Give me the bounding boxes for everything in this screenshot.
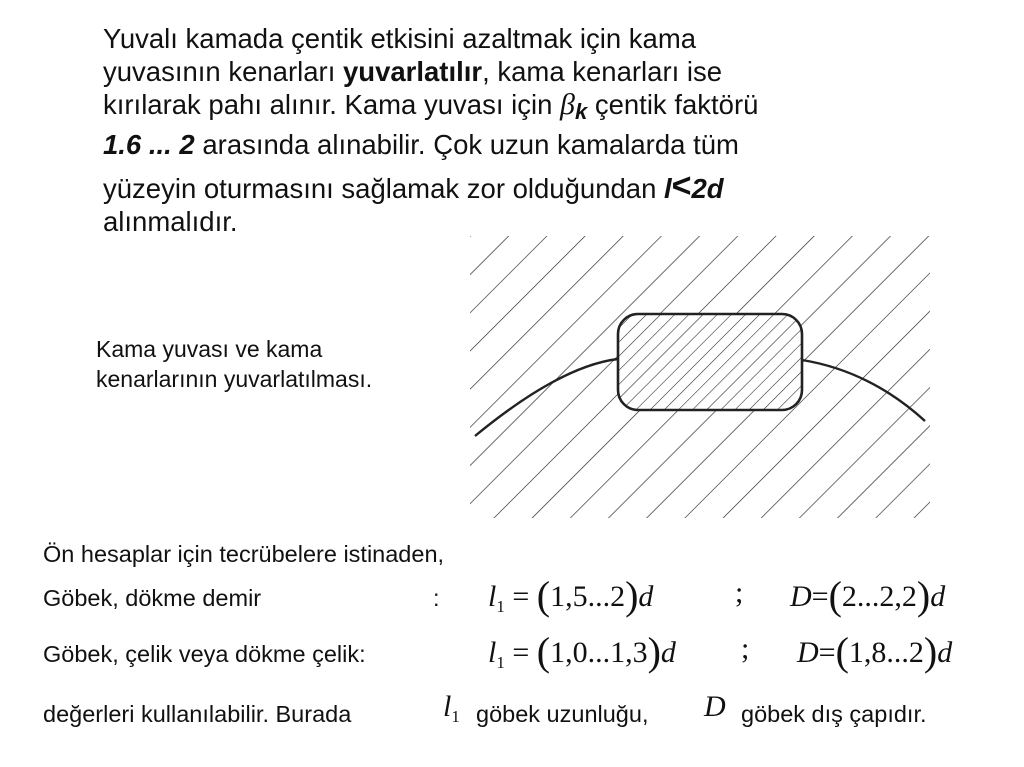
l-subscript: 1 xyxy=(496,597,505,616)
caption-line-1: Kama yuvası ve kama xyxy=(96,336,323,362)
text-segment: çentik faktörü xyxy=(587,89,759,120)
row1-colon: : xyxy=(433,585,440,611)
beta-subscript: k xyxy=(574,99,588,124)
paragraph-line-5 xyxy=(103,167,933,205)
paren-close: ) xyxy=(647,629,661,674)
row1-l1-formula xyxy=(488,572,653,619)
text-segment: yüzeyin oturmasını sağlamak zor olduğundan xyxy=(103,173,665,204)
paren-open: ( xyxy=(835,629,849,674)
emphasis-yuvarlatilir: yuvarlatılır xyxy=(342,56,483,87)
key-hatching xyxy=(618,314,802,410)
beta-symbol xyxy=(560,88,588,124)
conclusion-text-2: göbek uzunluğu, xyxy=(476,701,649,727)
paren-open: ( xyxy=(828,573,842,618)
two-d-value: 2d xyxy=(691,173,724,204)
row1-semicolon: ; xyxy=(735,576,744,609)
paren-close: ) xyxy=(923,629,938,674)
length-symbol: l xyxy=(664,173,672,204)
range-value: 1.6 ... 2 xyxy=(103,129,195,160)
D-variable: D xyxy=(797,636,819,669)
equals-sign: = xyxy=(512,580,530,613)
l1-range: 1,5...2 xyxy=(550,580,626,613)
paragraph-line-6: alınmalıdır. xyxy=(103,206,238,237)
paragraph-line-4 xyxy=(103,128,933,161)
main-paragraph xyxy=(103,22,933,238)
l-subscript: 1 xyxy=(451,707,460,726)
row1-D-formula xyxy=(790,572,945,619)
d-variable: d xyxy=(660,636,676,669)
conclusion-text-1: değerleri kullanılabilir. Burada xyxy=(43,701,352,727)
l-variable: l xyxy=(443,690,452,723)
paragraph-line-2 xyxy=(103,55,933,88)
text-segment: arasında alınabilir. Çok uzun kamalarda tüm xyxy=(194,129,739,160)
text-segment: kırılarak pahı alınır. Kama yuvası için xyxy=(103,89,560,120)
caption-line-2: kenarlarının yuvarlatılması. xyxy=(96,366,373,392)
paren-open: ( xyxy=(536,629,551,674)
paren-close: ) xyxy=(625,573,639,618)
conclusion-l1-symbol xyxy=(443,690,460,727)
conclusion-text-3: göbek dış çapıdır. xyxy=(741,701,927,727)
beta-letter: β xyxy=(560,88,575,121)
paragraph-line-1: Yuvalı kamada çentik etkisini azaltmak için kama xyxy=(103,23,697,54)
l-subscript: 1 xyxy=(496,653,505,672)
D-variable: D xyxy=(704,690,726,723)
paren-close: ) xyxy=(916,573,931,618)
D-range: 1,8...2 xyxy=(848,636,924,669)
conclusion-D-symbol xyxy=(704,690,726,724)
row1-label: Göbek, dökme demir xyxy=(43,585,262,611)
equals-sign: = xyxy=(811,580,829,613)
row2-l1-formula xyxy=(488,628,676,675)
l-variable: l xyxy=(488,580,497,613)
less-than-sign: < xyxy=(671,167,692,205)
D-range: 2...2,2 xyxy=(841,580,917,613)
recommendation-intro: Ön hesaplar için tecrübelere istinaden, xyxy=(43,541,445,567)
text-segment: yuvasının kenarları xyxy=(103,56,343,87)
keyway-figure xyxy=(470,236,930,518)
paren-open: ( xyxy=(536,573,551,618)
D-variable: D xyxy=(790,580,812,613)
equals-sign: = xyxy=(512,636,530,669)
equals-sign: = xyxy=(818,636,836,669)
text-segment: , kama kenarları ise xyxy=(482,56,723,87)
row2-D-formula xyxy=(797,628,952,675)
paragraph-line-3 xyxy=(103,88,933,128)
figure-caption xyxy=(96,334,372,394)
d-variable: d xyxy=(937,636,953,669)
d-variable: d xyxy=(638,580,654,613)
l-variable: l xyxy=(488,636,497,669)
l1-range: 1,0...1,3 xyxy=(550,636,648,669)
row2-semicolon: ; xyxy=(741,632,750,665)
row2-label: Göbek, çelik veya dökme çelik: xyxy=(43,641,366,667)
d-variable: d xyxy=(930,580,946,613)
